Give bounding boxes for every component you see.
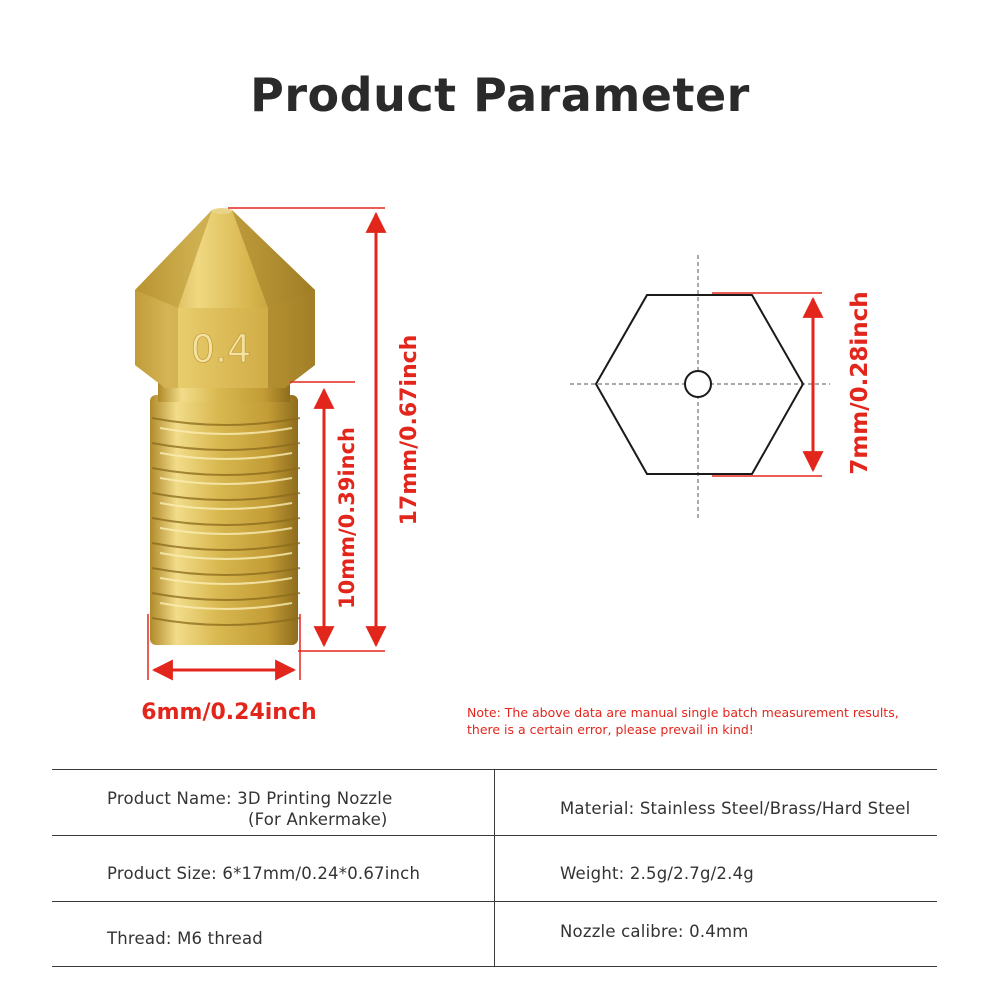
table-column-divider [494, 769, 495, 967]
spec-product-name-sub: (For Ankermake) [248, 810, 388, 829]
hexagon-top-view [570, 255, 873, 518]
hex-size-label: 7mm/0.28inch [847, 291, 873, 475]
total-height-label: 17mm/0.67inch [397, 334, 422, 526]
note-line-1: Note: The above data are manual single batch measurement results, [467, 705, 899, 720]
note-line-2: there is a certain error, please prevail in kind! [467, 722, 754, 737]
measurement-note [467, 704, 977, 738]
spec-thread: Thread: M6 thread [107, 929, 263, 948]
spec-nozzle-calibre: Nozzle calibre: 0.4mm [560, 922, 749, 941]
width-label: 6mm/0.24inch [141, 700, 317, 725]
dimension-thread-length [290, 382, 359, 645]
nozzle-size-marking: 0.4 [190, 327, 252, 371]
page-title: Product Parameter [250, 68, 750, 122]
thread-length-label: 10mm/0.39inch [335, 426, 359, 610]
spec-product-name [107, 788, 392, 830]
nozzle-drawing [135, 208, 315, 645]
spec-weight: Weight: 2.5g/2.7g/2.4g [560, 864, 754, 883]
spec-material: Material: Stainless Steel/Brass/Hard Steel [560, 799, 911, 818]
spec-table [52, 769, 937, 967]
spec-product-name-text: Product Name: 3D Printing Nozzle [107, 789, 393, 808]
spec-product-size: Product Size: 6*17mm/0.24*0.67inch [107, 864, 421, 883]
